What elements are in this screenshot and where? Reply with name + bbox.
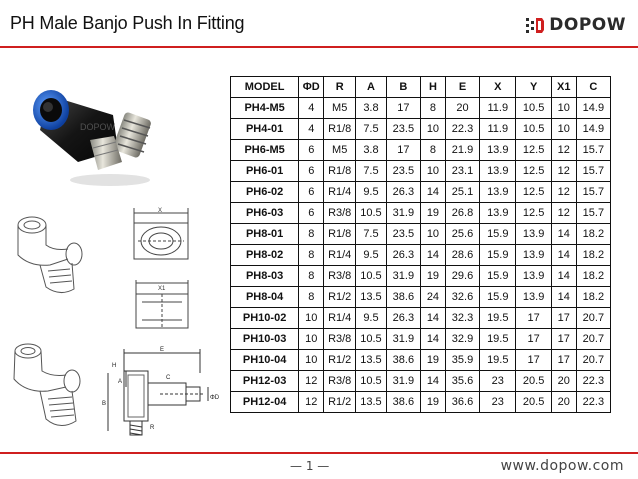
table-cell: 15.9	[480, 245, 516, 266]
table-cell: 23.5	[386, 161, 420, 182]
svg-text:ΦD: ΦD	[210, 395, 220, 401]
table-cell: 9.5	[356, 308, 387, 329]
table-cell: 38.6	[386, 287, 420, 308]
table-cell: 18.2	[576, 266, 610, 287]
table-cell: 12	[299, 371, 324, 392]
table-row	[231, 182, 611, 203]
table-cell: 29.6	[445, 266, 479, 287]
svg-text:E: E	[160, 347, 165, 353]
model-cell: PH12-03	[231, 371, 299, 392]
model-cell: PH12-04	[231, 392, 299, 413]
table-cell: 4	[299, 119, 324, 140]
table-row	[231, 350, 611, 371]
table-cell: 17	[516, 308, 551, 329]
table-cell: M5	[324, 98, 356, 119]
table-cell: 20.7	[576, 308, 610, 329]
table-cell: 6	[299, 161, 324, 182]
table-row	[231, 203, 611, 224]
table-cell: 10	[551, 98, 576, 119]
table-cell: 14	[551, 245, 576, 266]
svg-text:X: X	[158, 208, 163, 214]
table-cell: 13.5	[356, 350, 387, 371]
table-cell: R1/8	[324, 119, 356, 140]
column-header: Y	[516, 77, 551, 98]
table-row	[231, 161, 611, 182]
table-cell: 8	[299, 224, 324, 245]
svg-text:X1: X1	[158, 286, 166, 292]
table-cell: 17	[516, 350, 551, 371]
table-cell: 20	[445, 98, 479, 119]
table-cell: 15.7	[576, 161, 610, 182]
column-header: E	[445, 77, 479, 98]
table-cell: 10.5	[516, 119, 551, 140]
table-cell: 32.3	[445, 308, 479, 329]
table-cell: 19	[420, 203, 445, 224]
table-cell: 10.5	[516, 98, 551, 119]
table-cell: 8	[420, 140, 445, 161]
model-cell: PH8-04	[231, 287, 299, 308]
table-cell: 20	[551, 392, 576, 413]
table-row	[231, 224, 611, 245]
table-row	[231, 98, 611, 119]
model-cell: PH4-01	[231, 119, 299, 140]
table-row	[231, 392, 611, 413]
table-cell: 8	[299, 245, 324, 266]
model-cell: PH8-01	[231, 224, 299, 245]
column-header: MODEL	[231, 77, 299, 98]
table-cell: 6	[299, 140, 324, 161]
table-cell: 35.9	[445, 350, 479, 371]
header-divider	[0, 46, 638, 48]
table-cell: 19.5	[480, 329, 516, 350]
table-cell: 10	[551, 119, 576, 140]
table-cell: 13.9	[480, 203, 516, 224]
table-cell: R1/8	[324, 161, 356, 182]
fitting-sketch-small	[10, 205, 102, 300]
table-cell: 17	[551, 350, 576, 371]
table-cell: R3/8	[324, 329, 356, 350]
table-cell: 19	[420, 266, 445, 287]
table-cell: 14	[420, 371, 445, 392]
table-row	[231, 266, 611, 287]
table-cell: 13.9	[480, 161, 516, 182]
table-cell: 26.8	[445, 203, 479, 224]
table-cell: R1/2	[324, 392, 356, 413]
table-cell: 32.9	[445, 329, 479, 350]
column-header: X1	[551, 77, 576, 98]
table-cell: 17	[516, 329, 551, 350]
table-cell: 12	[299, 392, 324, 413]
table-cell: 12.5	[516, 140, 551, 161]
table-cell: 10	[299, 308, 324, 329]
table-cell: 18.2	[576, 245, 610, 266]
table-row	[231, 371, 611, 392]
model-cell: PH10-03	[231, 329, 299, 350]
table-cell: 36.6	[445, 392, 479, 413]
footer-divider	[0, 452, 638, 454]
table-cell: 26.3	[386, 308, 420, 329]
table-cell: R1/2	[324, 287, 356, 308]
table-cell: 26.3	[386, 245, 420, 266]
table-cell: 19.5	[480, 350, 516, 371]
table-cell: 9.5	[356, 182, 387, 203]
table-cell: 31.9	[386, 266, 420, 287]
table-cell: 9.5	[356, 245, 387, 266]
table-cell: 14	[551, 224, 576, 245]
table-cell: 20.5	[516, 392, 551, 413]
table-cell: 13.9	[516, 224, 551, 245]
table-row	[231, 308, 611, 329]
table-cell: R1/2	[324, 350, 356, 371]
table-cell: 26.3	[386, 182, 420, 203]
svg-text:B: B	[102, 401, 107, 407]
table-cell: 12.5	[516, 182, 551, 203]
table-cell: 20.7	[576, 350, 610, 371]
table-cell: 13.5	[356, 287, 387, 308]
page-number: — 1 —	[290, 459, 330, 473]
table-cell: 8	[420, 98, 445, 119]
table-cell: 17	[386, 140, 420, 161]
table-cell: 35.6	[445, 371, 479, 392]
page-header	[0, 0, 638, 46]
table-cell: 14	[551, 287, 576, 308]
table-cell: 15.7	[576, 203, 610, 224]
table-cell: 7.5	[356, 224, 387, 245]
table-cell: 18.2	[576, 224, 610, 245]
table-row	[231, 119, 611, 140]
model-cell: PH6-03	[231, 203, 299, 224]
table-cell: 12	[551, 182, 576, 203]
model-cell: PH6-02	[231, 182, 299, 203]
model-cell: PH6-01	[231, 161, 299, 182]
model-cell: PH10-02	[231, 308, 299, 329]
table-cell: 18.2	[576, 287, 610, 308]
table-cell: 7.5	[356, 119, 387, 140]
table-cell: 14.9	[576, 119, 610, 140]
table-cell: R3/8	[324, 203, 356, 224]
table-cell: 14	[420, 245, 445, 266]
svg-text:A: A	[118, 379, 123, 385]
table-cell: R3/8	[324, 371, 356, 392]
table-cell: 10	[420, 161, 445, 182]
table-cell: 3.8	[356, 140, 387, 161]
table-row	[231, 329, 611, 350]
table-row	[231, 140, 611, 161]
table-cell: 19.5	[480, 308, 516, 329]
table-cell: 23.1	[445, 161, 479, 182]
table-cell: 25.1	[445, 182, 479, 203]
table-cell: 38.6	[386, 350, 420, 371]
brand-logo	[525, 15, 626, 35]
table-cell: 14	[420, 182, 445, 203]
table-cell: 13.9	[480, 140, 516, 161]
table-cell: 10.5	[356, 266, 387, 287]
table-cell: 12	[551, 140, 576, 161]
table-cell: R1/4	[324, 245, 356, 266]
svg-text:H: H	[112, 363, 117, 369]
column-header: H	[420, 77, 445, 98]
table-row	[231, 245, 611, 266]
table-cell: 17	[386, 98, 420, 119]
table-cell: R3/8	[324, 266, 356, 287]
table-cell: 23	[480, 371, 516, 392]
table-cell: M5	[324, 140, 356, 161]
table-cell: 14	[551, 266, 576, 287]
svg-text:DOPOW: DOPOW	[80, 122, 115, 132]
column-header: ΦD	[299, 77, 324, 98]
table-cell: 20	[551, 371, 576, 392]
table-cell: 4	[299, 98, 324, 119]
table-cell: 20.7	[576, 329, 610, 350]
table-cell: 10	[299, 329, 324, 350]
table-cell: R1/4	[324, 308, 356, 329]
table-cell: 21.9	[445, 140, 479, 161]
column-header: X	[480, 77, 516, 98]
table-cell: 7.5	[356, 161, 387, 182]
table-cell: 10	[299, 350, 324, 371]
table-cell: R1/8	[324, 224, 356, 245]
table-cell: 15.9	[480, 287, 516, 308]
table-cell: 28.6	[445, 245, 479, 266]
table-cell: 22.3	[445, 119, 479, 140]
model-cell: PH4-M5	[231, 98, 299, 119]
table-cell: 8	[299, 266, 324, 287]
footer-url: www.dopow.com	[500, 458, 624, 474]
table-cell: 19	[420, 392, 445, 413]
table-cell: 19	[420, 350, 445, 371]
table-cell: 22.3	[576, 392, 610, 413]
side-view-drawing	[122, 278, 202, 338]
table-cell: 10.5	[356, 329, 387, 350]
dopow-logo-icon	[525, 17, 545, 34]
table-cell: 25.6	[445, 224, 479, 245]
table-cell: 14.9	[576, 98, 610, 119]
table-cell: 13.9	[516, 287, 551, 308]
table-cell: 17	[551, 308, 576, 329]
column-header: R	[324, 77, 356, 98]
table-cell: 13.9	[516, 266, 551, 287]
table-cell: 13.9	[516, 245, 551, 266]
table-cell: 23.5	[386, 119, 420, 140]
model-cell: PH8-02	[231, 245, 299, 266]
column-header: B	[386, 77, 420, 98]
table-cell: R1/4	[324, 182, 356, 203]
table-cell: 10.5	[356, 371, 387, 392]
table-cell: 8	[299, 287, 324, 308]
table-cell: 31.9	[386, 203, 420, 224]
table-header-row	[231, 77, 611, 98]
table-cell: 11.9	[480, 98, 516, 119]
column-header: A	[356, 77, 387, 98]
svg-text:C: C	[166, 375, 171, 381]
table-row	[231, 287, 611, 308]
top-view-drawing	[122, 203, 202, 268]
table-cell: 20.5	[516, 371, 551, 392]
model-cell: PH8-03	[231, 266, 299, 287]
fitting-sketch-large	[8, 335, 100, 440]
product-photo	[18, 70, 168, 190]
model-cell: PH6-M5	[231, 140, 299, 161]
table-cell: 22.3	[576, 371, 610, 392]
page-title: PH Male Banjo Push In Fitting	[10, 13, 245, 33]
table-cell: 23.5	[386, 224, 420, 245]
spec-table	[230, 76, 611, 413]
model-cell: PH10-04	[231, 350, 299, 371]
table-cell: 12	[551, 161, 576, 182]
table-cell: 10	[420, 224, 445, 245]
dimension-drawing	[100, 343, 220, 443]
table-cell: 12.5	[516, 161, 551, 182]
table-cell: 11.9	[480, 119, 516, 140]
brand-name: DOPOW	[549, 15, 626, 35]
table-cell: 31.9	[386, 329, 420, 350]
table-cell: 23	[480, 392, 516, 413]
table-cell: 6	[299, 182, 324, 203]
table-cell: 32.6	[445, 287, 479, 308]
table-cell: 24	[420, 287, 445, 308]
table-cell: 14	[420, 308, 445, 329]
table-cell: 38.6	[386, 392, 420, 413]
table-cell: 15.9	[480, 224, 516, 245]
table-cell: 12.5	[516, 203, 551, 224]
table-body	[231, 98, 611, 413]
table-cell: 17	[551, 329, 576, 350]
table-cell: 10.5	[356, 203, 387, 224]
table-cell: 14	[420, 329, 445, 350]
table-cell: 31.9	[386, 371, 420, 392]
table-cell: 13.5	[356, 392, 387, 413]
column-header: C	[576, 77, 610, 98]
table-cell: 6	[299, 203, 324, 224]
table-cell: 15.9	[480, 266, 516, 287]
svg-text:R: R	[150, 425, 155, 431]
table-cell: 10	[420, 119, 445, 140]
table-cell: 12	[551, 203, 576, 224]
table-cell: 13.9	[480, 182, 516, 203]
table-cell: 15.7	[576, 140, 610, 161]
table-cell: 3.8	[356, 98, 387, 119]
table-cell: 15.7	[576, 182, 610, 203]
